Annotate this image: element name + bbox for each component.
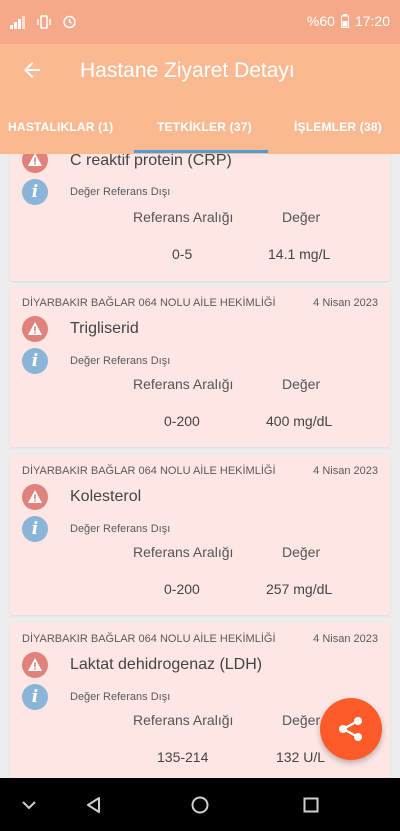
share-button[interactable] — [320, 698, 382, 760]
reference-range-value: 0-5 — [172, 246, 193, 262]
warning-icon — [22, 316, 48, 342]
alarm-icon — [62, 14, 77, 29]
tab-tetkikler[interactable]: TETKİKLER (37) — [157, 120, 252, 134]
info-icon[interactable]: i — [22, 179, 48, 205]
battery-percent: %60 — [306, 13, 335, 29]
visit-date: 4 Nisan 2023 — [313, 297, 378, 309]
reference-range-label: Referans Aralığı — [133, 209, 234, 225]
test-name: C reaktif protein (CRP) — [70, 154, 232, 169]
status-bar — [0, 0, 400, 44]
test-name: Laktat dehidrogenaz (LDH) — [70, 656, 263, 673]
chevron-down-icon[interactable] — [18, 794, 40, 816]
range-status: Değer Referans Dışı — [70, 355, 171, 367]
value-label: Değer — [282, 544, 321, 560]
app-bar — [0, 44, 400, 98]
reference-range-value: 135-214 — [157, 749, 209, 765]
home-icon[interactable] — [189, 794, 211, 816]
reference-range-value: 0-200 — [164, 413, 200, 429]
tab-bar — [0, 98, 400, 154]
reference-range-label: Referans Aralığı — [133, 712, 234, 728]
value-label: Değer — [282, 712, 321, 728]
test-card[interactable] — [10, 154, 390, 281]
test-name: Kolesterol — [70, 488, 142, 505]
test-value: 257 mg/dL — [266, 581, 333, 597]
hospital-name: DİYARBAKIR BAĞLAR 064 NOLU AİLE HEKİMLİĞİ — [22, 633, 276, 645]
system-nav-bar — [0, 778, 400, 831]
range-status: Değer Referans Dışı — [70, 523, 171, 535]
hospital-name: DİYARBAKIR BAĞLAR 064 NOLU AİLE HEKİMLİĞİ — [22, 297, 276, 309]
share-icon — [337, 715, 365, 743]
warning-icon — [22, 652, 48, 678]
page-title: Hastane Ziyaret Detayı — [80, 59, 295, 82]
reference-range-label: Referans Aralığı — [133, 376, 234, 392]
info-icon[interactable]: i — [22, 348, 48, 374]
vibrate-icon — [36, 15, 52, 29]
recents-icon[interactable] — [300, 794, 322, 816]
reference-range-value: 0-200 — [164, 581, 200, 597]
tab-hastaliklar[interactable]: HASTALIKLAR (1) — [8, 120, 114, 134]
tab-islemler[interactable]: İŞLEMLER (38) — [294, 120, 382, 134]
warning-icon — [22, 484, 48, 510]
test-list[interactable] — [0, 154, 400, 778]
value-label: Değer — [282, 376, 321, 392]
test-value: 14.1 mg/L — [268, 246, 331, 262]
test-card[interactable] — [10, 455, 390, 615]
battery-icon — [341, 14, 349, 28]
hospital-name: DİYARBAKIR BAĞLAR 064 NOLU AİLE HEKİMLİĞİ — [22, 465, 276, 477]
back-nav-icon[interactable] — [83, 794, 105, 816]
signal-icon — [10, 15, 26, 29]
back-button[interactable] — [20, 56, 48, 84]
test-value: 132 U/L — [276, 749, 326, 765]
visit-date: 4 Nisan 2023 — [313, 465, 378, 477]
range-status: Değer Referans Dışı — [70, 186, 171, 198]
visit-date: 4 Nisan 2023 — [313, 633, 378, 645]
info-icon[interactable]: i — [22, 684, 48, 710]
active-tab-indicator — [134, 150, 268, 153]
test-value: 400 mg/dL — [266, 413, 333, 429]
reference-range-label: Referans Aralığı — [133, 544, 234, 560]
range-status: Değer Referans Dışı — [70, 691, 171, 703]
arrow-left-icon — [20, 58, 44, 82]
test-name: Trigliserid — [70, 320, 139, 337]
value-label: Değer — [282, 209, 321, 225]
test-card[interactable] — [10, 287, 390, 447]
info-icon[interactable]: i — [22, 516, 48, 542]
warning-icon — [22, 154, 48, 173]
clock: 17:20 — [354, 13, 390, 29]
